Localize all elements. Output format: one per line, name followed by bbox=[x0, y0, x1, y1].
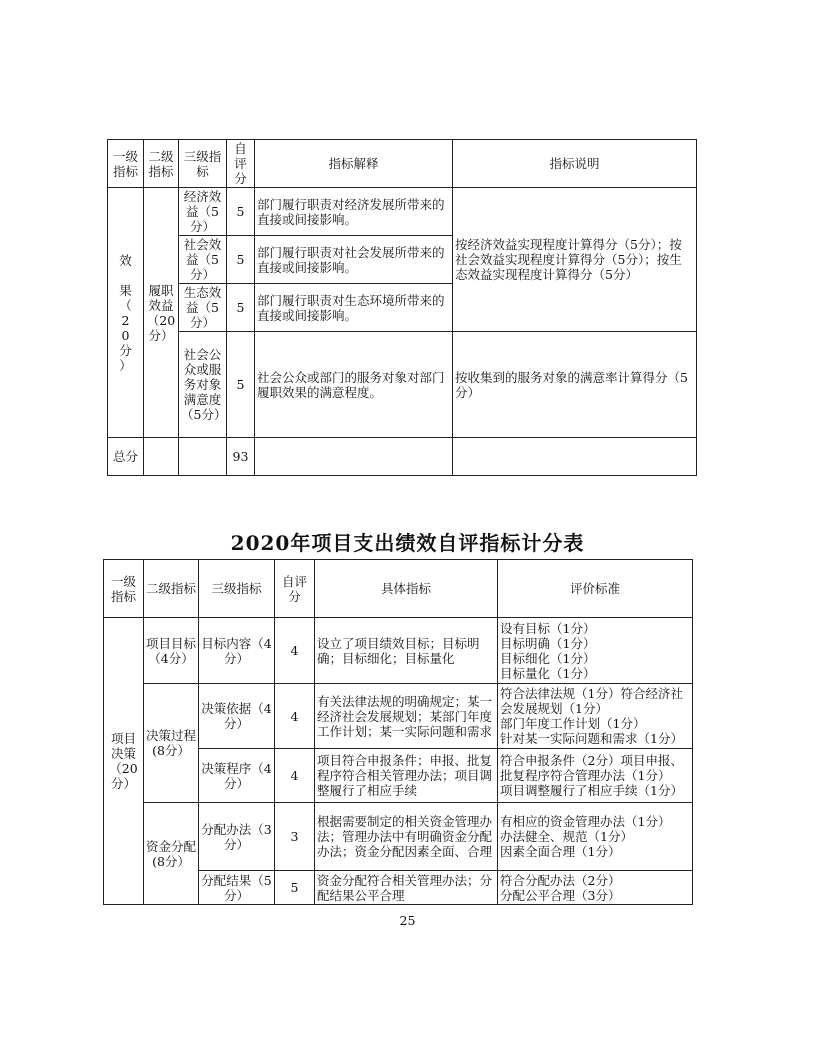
level3-cell: 生态效益（5分） bbox=[179, 284, 227, 332]
level1-cell bbox=[108, 188, 144, 438]
level3-cell: 社会效益（5分） bbox=[179, 236, 227, 284]
note-cell: 按收集到的服务对象的满意率计算得分（5分） bbox=[453, 332, 697, 438]
empty-cell bbox=[255, 438, 453, 476]
header-standard: 评价标准 bbox=[498, 560, 693, 618]
standard-cell: 有相应的资金管理办法（1分） 办法健全、规范（1分） 因素全面合理（1分） bbox=[498, 803, 693, 871]
level3-cell: 分配结果（5分） bbox=[199, 871, 275, 905]
indicator-cell: 设立了项目绩效目标；目标明确；目标细化；目标量化 bbox=[315, 618, 498, 684]
score-cell: 4 bbox=[275, 749, 315, 803]
level3-cell: 经济效益（5分） bbox=[179, 188, 227, 236]
level1-char bbox=[119, 268, 132, 283]
empty-cell bbox=[453, 438, 697, 476]
explain-cell: 部门履行职责对生态环境所带来的直接或间接影响。 bbox=[255, 284, 453, 332]
standard-cell: 设有目标（1分） 目标明确（1分） 目标细化（1分） 目标量化（1分） bbox=[498, 618, 693, 684]
level3-cell: 分配办法（3分） bbox=[199, 803, 275, 871]
level3-cell: 社会公众或服务对象满意度（5分） bbox=[179, 332, 227, 438]
header-indicator: 具体指标 bbox=[315, 560, 498, 618]
level3-cell: 决策依据（4分） bbox=[199, 684, 275, 749]
score-cell: 4 bbox=[275, 618, 315, 684]
header-self-score: 自评分 bbox=[275, 560, 315, 618]
header-self-score: 自评分 bbox=[227, 140, 255, 188]
level1-char: ） bbox=[119, 357, 132, 373]
table-row bbox=[104, 684, 693, 749]
table-row bbox=[104, 618, 693, 684]
score-cell: 5 bbox=[227, 188, 255, 236]
level2-cell: 资金分配(8分） bbox=[144, 803, 199, 905]
indicator-cell: 项目符合申报条件；申报、批复程序符合相关管理办法；项目调整履行了相应手续 bbox=[315, 749, 498, 803]
score-cell: 5 bbox=[227, 284, 255, 332]
score-cell: 3 bbox=[275, 803, 315, 871]
level1-char: 效 bbox=[119, 252, 132, 268]
level2-cell: 履职效益（20分） bbox=[144, 188, 179, 438]
page-title: 2020年项目支出绩效自评指标计分表 bbox=[230, 531, 585, 555]
table-row bbox=[104, 803, 693, 871]
empty-cell bbox=[144, 438, 179, 476]
explain-cell: 社会公众或部门的服务对象对部门履职效果的满意程度。 bbox=[255, 332, 453, 438]
header-level2: 二级指标 bbox=[144, 140, 179, 188]
level1-char: 分 bbox=[119, 342, 132, 358]
standard-cell: 符合申报条件（2分）项目申报、批复程序符合管理办法（1分） 项目调整履行了相应手续（1分） bbox=[498, 749, 693, 803]
header-explain: 指标解释 bbox=[255, 140, 453, 188]
explain-cell: 部门履行职责对社会发展所带来的直接或间接影响。 bbox=[255, 236, 453, 284]
table-header-row bbox=[104, 560, 693, 618]
header-level1: 一级指标 bbox=[104, 560, 144, 618]
indicator-cell: 资金分配符合相关管理办法；分配结果公平合理 bbox=[315, 871, 498, 905]
performance-table-2 bbox=[103, 559, 693, 905]
level1-vertical-text bbox=[119, 253, 132, 373]
level3-cell: 决策程序（4分） bbox=[199, 749, 275, 803]
table-row bbox=[108, 332, 697, 438]
level3-cell: 目标内容（4分） bbox=[199, 618, 275, 684]
score-cell: 4 bbox=[275, 684, 315, 749]
standard-cell: 符合法律法规（1分）符合经济社会发展规划（1分） 部门年度工作计划（1分） 针对某一实际问题和需求（1分） bbox=[498, 684, 693, 749]
header-level3: 三级指标 bbox=[179, 140, 227, 188]
table-header-row bbox=[108, 140, 697, 188]
standard-cell: 符合分配办法（2分） 分配公平合理（3分） bbox=[498, 871, 693, 905]
header-level2: 二级指标 bbox=[144, 560, 199, 618]
page-number: 25 bbox=[399, 913, 416, 928]
note-cell: 按经济效益实现程度计算得分（5分）；按社会效益实现程度计算得分（5分）；按生态效益实现程度计算得分（5分） bbox=[453, 188, 697, 332]
empty-cell bbox=[179, 438, 227, 476]
total-label: 总分 bbox=[108, 438, 144, 476]
header-level1: 一级指标 bbox=[108, 140, 144, 188]
table-row bbox=[108, 188, 697, 236]
score-cell: 5 bbox=[227, 332, 255, 438]
indicator-cell: 有关法律法规的明确规定；某一经济社会发展规划；某部门年度工作计划；某一实际问题和需求 bbox=[315, 684, 498, 749]
total-row bbox=[108, 438, 697, 476]
level1-char: 果 bbox=[119, 282, 132, 298]
total-score: 93 bbox=[227, 438, 255, 476]
level1-char: （ bbox=[119, 297, 132, 313]
header-note: 指标说明 bbox=[453, 140, 697, 188]
level1-cell: 项目决策（20分） bbox=[104, 618, 144, 905]
level2-cell: 决策过程(8分） bbox=[144, 684, 199, 803]
level1-char: 0 bbox=[121, 327, 130, 343]
score-cell: 5 bbox=[275, 871, 315, 905]
performance-table-1 bbox=[107, 139, 697, 476]
explain-cell: 部门履行职责对经济发展所带来的直接或间接影响。 bbox=[255, 188, 453, 236]
level1-char: 2 bbox=[121, 312, 130, 328]
score-cell: 5 bbox=[227, 236, 255, 284]
level2-cell: 项目目标（4分） bbox=[144, 618, 199, 684]
indicator-cell: 根据需要制定的相关资金管理办法；管理办法中有明确资金分配办法；资金分配因素全面、合理 bbox=[315, 803, 498, 871]
header-level3: 三级指标 bbox=[199, 560, 275, 618]
